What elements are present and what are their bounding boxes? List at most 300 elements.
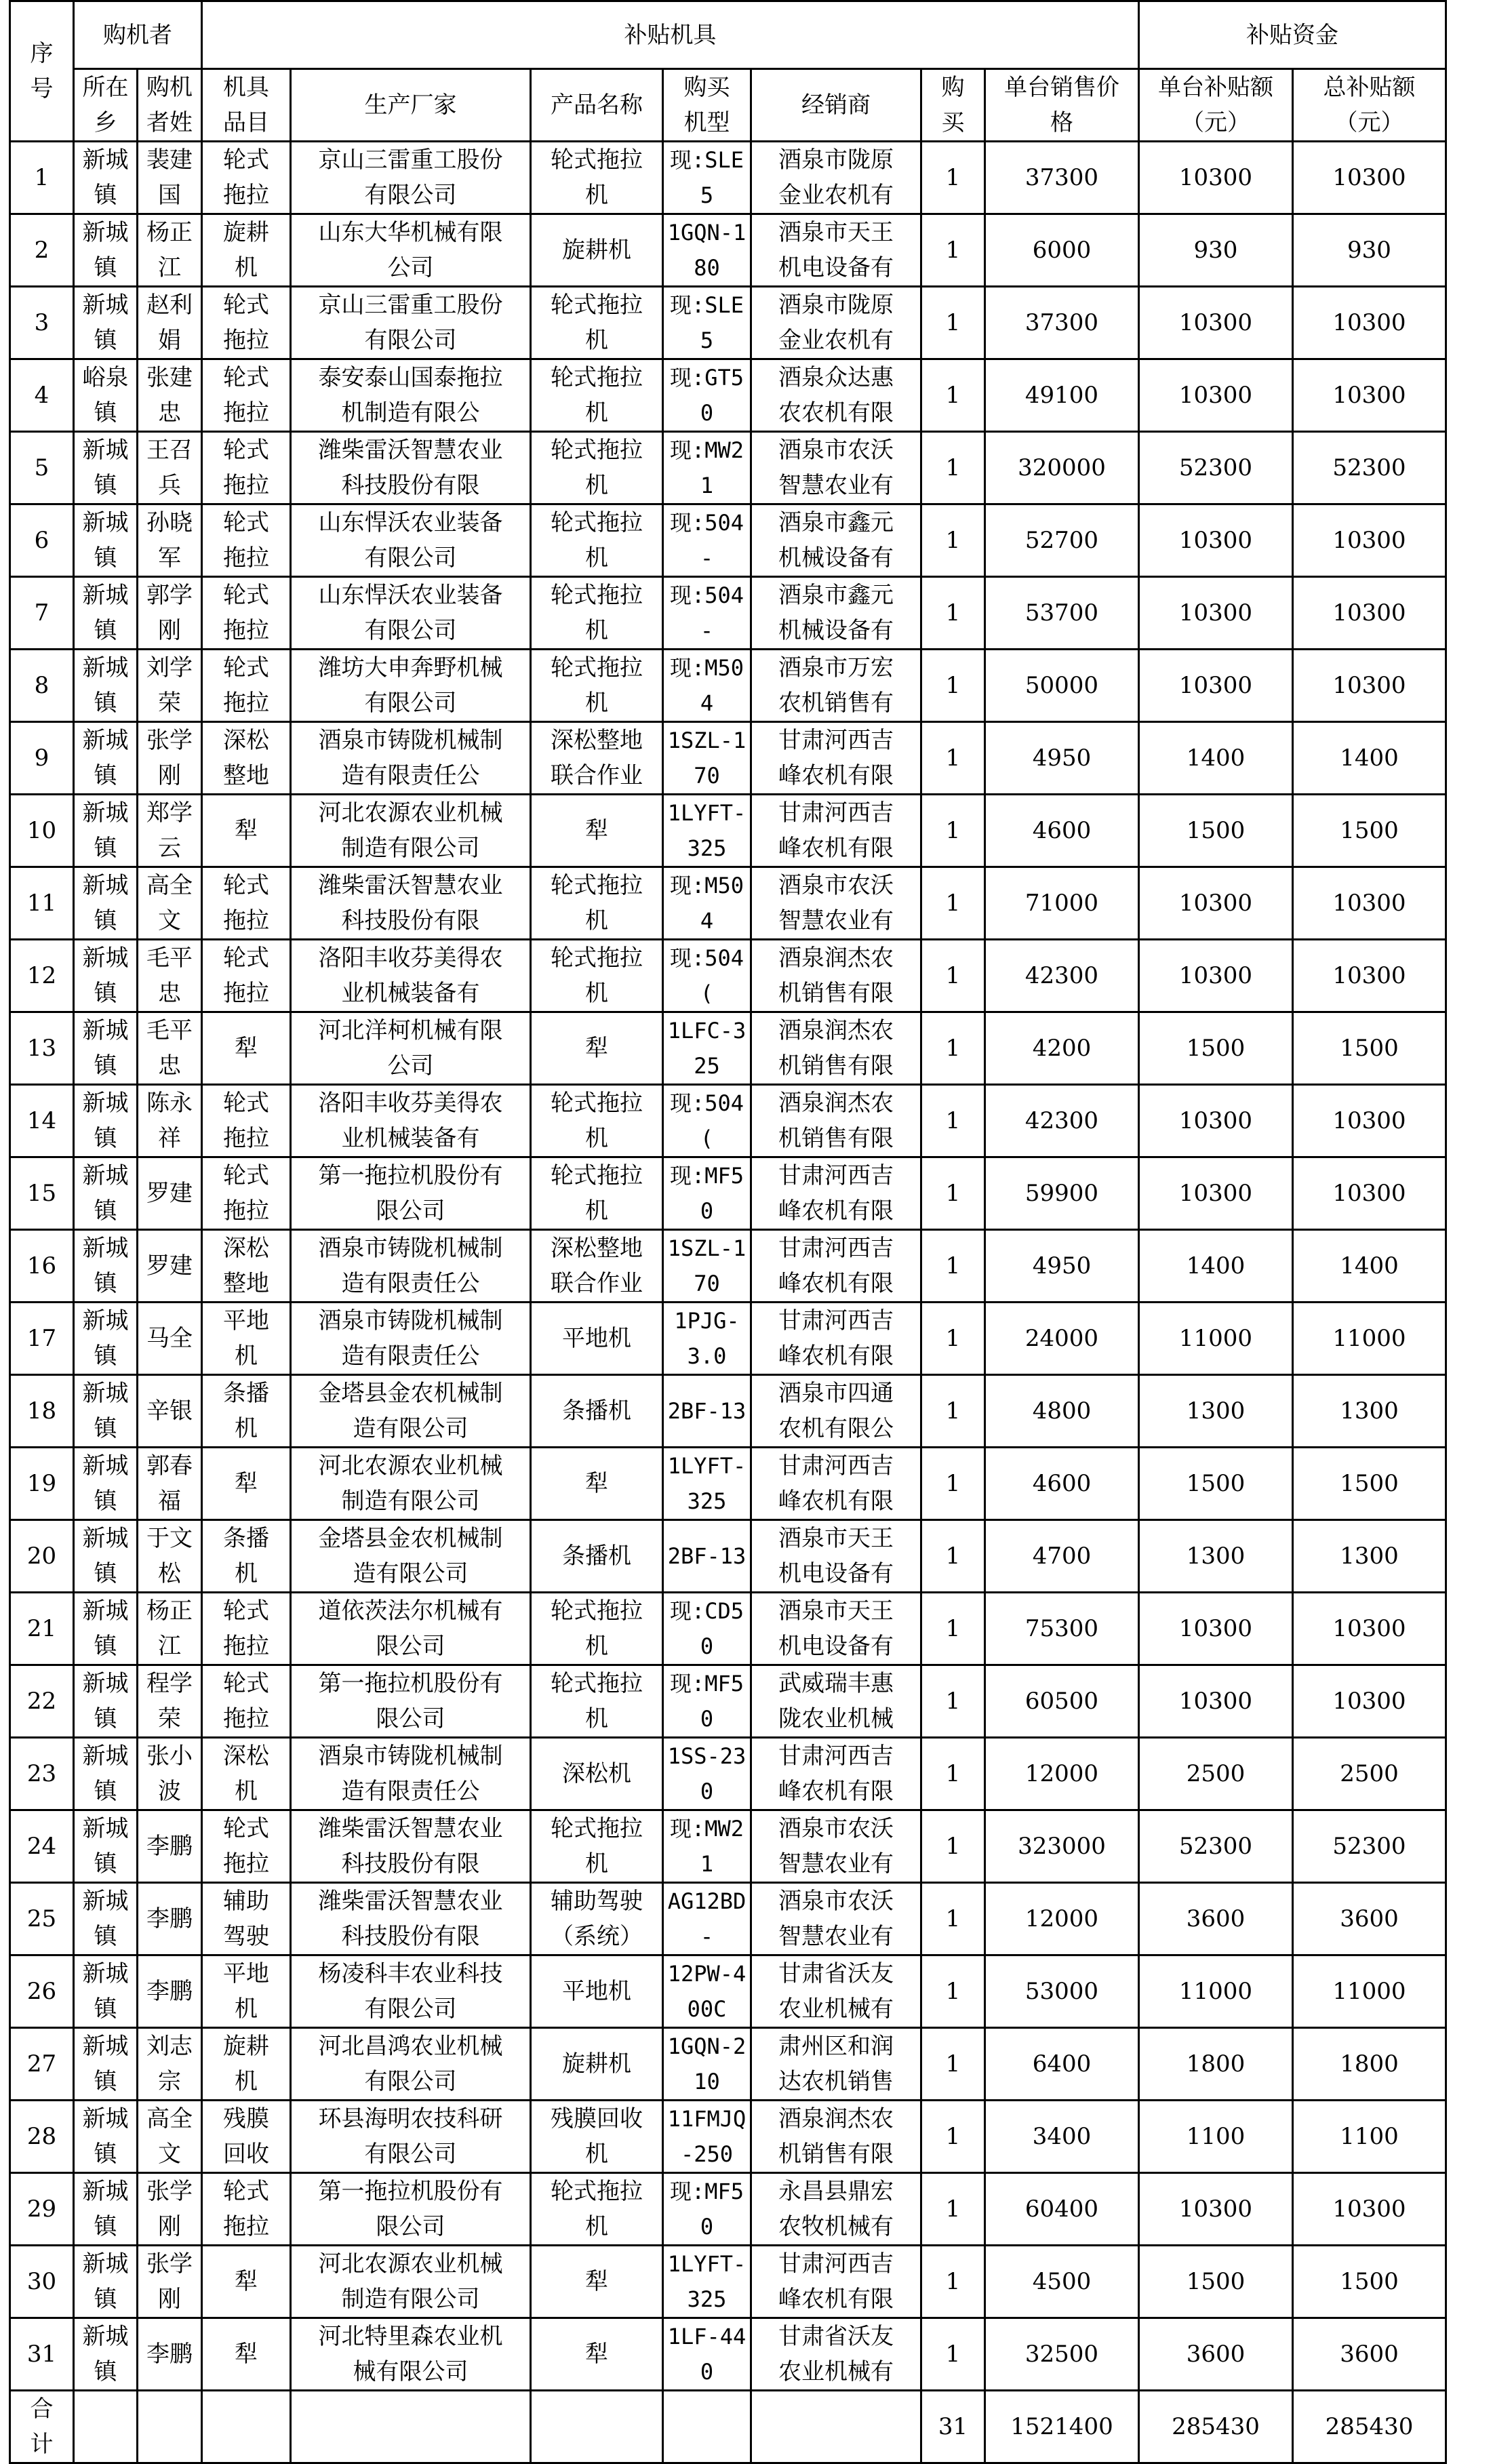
cell-dealer-text: 甘肃河西吉峰农机有限 — [778, 1235, 894, 1297]
cell-total-subsidy: 1500 — [1293, 1012, 1446, 1085]
cell-dealer-text: 永昌县鼎宏农牧机械有 — [778, 2178, 894, 2240]
cell-unit-subsidy: 1400 — [1139, 1230, 1293, 1303]
header-unit-subsidy — [1139, 69, 1293, 142]
cell-maker — [291, 1303, 531, 1375]
cell-dealer — [751, 577, 921, 650]
cell-township — [74, 577, 138, 650]
cell-item — [202, 2246, 291, 2318]
cell-maker-text: 山东悍沃农业装备有限公司 — [318, 509, 503, 572]
cell-item — [202, 1157, 291, 1230]
cell-product — [531, 2318, 663, 2391]
cell-qty: 1 — [921, 1230, 985, 1303]
cell-township — [74, 142, 138, 214]
cell-item — [202, 142, 291, 214]
cell-buyer-text: 郭春福 — [146, 1452, 193, 1515]
cell-maker — [291, 867, 531, 940]
header-buyer-name — [138, 69, 202, 142]
cell-unit-subsidy: 3600 — [1139, 2318, 1293, 2391]
cell-maker — [291, 2318, 531, 2391]
cell-product — [531, 940, 663, 1012]
cell-total-subsidy: 10300 — [1293, 577, 1446, 650]
cell-maker — [291, 1520, 531, 1593]
cell-maker-text: 河北农源农业机械制造有限公司 — [318, 1452, 503, 1515]
cell-maker — [291, 2173, 531, 2246]
table-row — [10, 2173, 1446, 2246]
cell-dealer-text: 武威瑞丰惠陇农业机械 — [778, 1670, 894, 1732]
cell-buyer-text: 罗建 — [146, 1252, 193, 1279]
cell-item — [202, 2173, 291, 2246]
cell-maker — [291, 1012, 531, 1085]
cell-unit-subsidy: 10300 — [1139, 650, 1293, 722]
total-empty-cell — [291, 2391, 531, 2463]
cell-item-text: 轮式拖拉 — [223, 146, 269, 209]
cell-product-text: 残膜回收机 — [551, 2105, 643, 2168]
cell-item-text: 轮式拖拉 — [223, 1815, 269, 1877]
cell-item — [202, 214, 291, 287]
cell-item-text: 平地机 — [223, 1960, 269, 2023]
cell-dealer-text: 酒泉市天王机电设备有 — [778, 1597, 894, 1660]
cell-price: 12000 — [985, 1738, 1139, 1810]
cell-maker-text: 河北农源农业机械制造有限公司 — [318, 2250, 503, 2313]
cell-item — [202, 1375, 291, 1448]
header-row-2 — [10, 69, 1446, 142]
cell-township-text: 新城镇 — [82, 1090, 129, 1152]
cell-product-text: 轮式拖拉机 — [551, 437, 643, 499]
cell-buyer — [138, 1012, 202, 1085]
cell-dealer — [751, 1230, 921, 1303]
table-row — [10, 1230, 1446, 1303]
cell-maker — [291, 1883, 531, 1955]
cell-township — [74, 359, 138, 432]
cell-township — [74, 214, 138, 287]
cell-seq: 1 — [10, 142, 74, 214]
cell-maker-text: 酒泉市铸陇机械制造有限责任公 — [318, 727, 503, 789]
cell-township-text: 新城镇 — [82, 292, 129, 354]
cell-product — [531, 1012, 663, 1085]
cell-unit-subsidy: 1800 — [1139, 2028, 1293, 2101]
cell-seq: 16 — [10, 1230, 74, 1303]
cell-model — [663, 1448, 751, 1520]
cell-township-text: 新城镇 — [82, 1960, 129, 2023]
cell-buyer-text: 裴建国 — [146, 146, 193, 209]
cell-buyer-text: 张学刚 — [146, 727, 193, 789]
header-total-subsidy — [1293, 69, 1446, 142]
cell-price: 53700 — [985, 577, 1139, 650]
cell-maker — [291, 1085, 531, 1157]
cell-township-text: 新城镇 — [82, 727, 129, 789]
cell-model-text: 现:MF50 — [669, 1163, 744, 1224]
cell-buyer — [138, 2246, 202, 2318]
header-buyer-group: 购机者 — [74, 1, 202, 69]
header-fund-group: 补贴资金 — [1139, 1, 1446, 69]
cell-unit-subsidy: 10300 — [1139, 577, 1293, 650]
cell-product — [531, 867, 663, 940]
cell-township — [74, 2028, 138, 2101]
cell-maker — [291, 2246, 531, 2318]
cell-maker — [291, 1593, 531, 1665]
cell-qty: 1 — [921, 1810, 985, 1883]
cell-item — [202, 1883, 291, 1955]
cell-seq: 21 — [10, 1593, 74, 1665]
cell-price: 4600 — [985, 1448, 1139, 1520]
cell-buyer-text: 毛平忠 — [146, 945, 193, 1007]
cell-model — [663, 1375, 751, 1448]
cell-item — [202, 1230, 291, 1303]
cell-unit-subsidy: 10300 — [1139, 1085, 1293, 1157]
cell-dealer-text: 甘肃省沃友农业机械有 — [778, 2323, 894, 2385]
cell-maker — [291, 2028, 531, 2101]
cell-maker — [291, 1665, 531, 1738]
cell-buyer-text: 李鹏 — [146, 1833, 193, 1860]
cell-item-text: 轮式拖拉 — [223, 2178, 269, 2240]
cell-township-text: 新城镇 — [82, 509, 129, 572]
cell-price: 4700 — [985, 1520, 1139, 1593]
cell-dealer — [751, 287, 921, 359]
cell-buyer-text: 刘学荣 — [146, 654, 193, 717]
header-model-text: 购买机型 — [683, 74, 730, 136]
cell-item-text: 犁 — [235, 2268, 258, 2295]
cell-maker-text: 潍柴雷沃智慧农业科技股份有限 — [318, 1815, 503, 1877]
total-empty-cell — [138, 2391, 202, 2463]
cell-model — [663, 940, 751, 1012]
cell-product-text: 辅助驾驶（系统） — [551, 1888, 643, 1950]
cell-item-text: 轮式拖拉 — [223, 945, 269, 1007]
cell-township-text: 新城镇 — [82, 1452, 129, 1515]
cell-buyer-text: 李鹏 — [146, 2341, 193, 2368]
cell-product — [531, 1520, 663, 1593]
cell-unit-subsidy: 52300 — [1139, 1810, 1293, 1883]
cell-qty: 1 — [921, 1375, 985, 1448]
header-buyer-name-text: 购机者姓 — [146, 74, 193, 136]
total-total-subsidy: 285430 — [1293, 2391, 1446, 2463]
cell-dealer — [751, 1520, 921, 1593]
cell-product-text: 轮式拖拉机 — [551, 1815, 643, 1877]
cell-item-text: 旋耕机 — [223, 219, 269, 281]
cell-township — [74, 1883, 138, 1955]
cell-township — [74, 650, 138, 722]
cell-maker — [291, 504, 531, 577]
cell-dealer — [751, 359, 921, 432]
table-row — [10, 504, 1446, 577]
cell-qty: 1 — [921, 504, 985, 577]
cell-unit-subsidy: 1500 — [1139, 1448, 1293, 1520]
cell-maker — [291, 1810, 531, 1883]
table-row — [10, 940, 1446, 1012]
cell-buyer — [138, 1448, 202, 1520]
cell-item — [202, 1012, 291, 1085]
cell-maker-text: 潍柴雷沃智慧农业科技股份有限 — [318, 872, 503, 934]
cell-qty: 1 — [921, 577, 985, 650]
cell-seq: 9 — [10, 722, 74, 795]
cell-qty: 1 — [921, 940, 985, 1012]
cell-dealer — [751, 2173, 921, 2246]
cell-total-subsidy: 52300 — [1293, 432, 1446, 504]
cell-model-text: 现:504( — [669, 1090, 744, 1151]
cell-maker-text: 洛阳丰收芬美得农业机械装备有 — [318, 945, 503, 1007]
cell-product — [531, 1738, 663, 1810]
cell-total-subsidy: 1500 — [1293, 2246, 1446, 2318]
cell-unit-subsidy: 10300 — [1139, 1157, 1293, 1230]
cell-maker — [291, 359, 531, 432]
cell-price: 3400 — [985, 2101, 1139, 2173]
cell-maker — [291, 795, 531, 867]
cell-item — [202, 2101, 291, 2173]
cell-dealer-text: 甘肃河西吉峰农机有限 — [778, 2250, 894, 2313]
cell-total-subsidy: 10300 — [1293, 650, 1446, 722]
cell-product — [531, 504, 663, 577]
cell-model — [663, 2028, 751, 2101]
cell-maker-text: 河北特里森农业机械有限公司 — [318, 2323, 503, 2385]
cell-dealer-text: 酒泉市农沃智慧农业有 — [778, 872, 894, 934]
cell-product-text: 犁 — [585, 817, 608, 844]
header-total-subsidy-text: 总补贴额（元） — [1323, 74, 1416, 136]
cell-maker — [291, 1375, 531, 1448]
cell-maker-text: 山东大华机械有限公司 — [318, 219, 503, 281]
cell-maker — [291, 1230, 531, 1303]
cell-price: 4200 — [985, 1012, 1139, 1085]
cell-item-text: 轮式拖拉 — [223, 1090, 269, 1152]
cell-seq: 19 — [10, 1448, 74, 1520]
cell-dealer — [751, 1157, 921, 1230]
cell-township-text: 新城镇 — [82, 219, 129, 281]
cell-product — [531, 142, 663, 214]
cell-maker — [291, 1448, 531, 1520]
cell-buyer — [138, 2101, 202, 2173]
cell-product — [531, 1810, 663, 1883]
cell-dealer — [751, 1810, 921, 1883]
cell-dealer — [751, 504, 921, 577]
cell-maker — [291, 2101, 531, 2173]
cell-product-text: 轮式拖拉机 — [551, 146, 643, 209]
cell-item-text: 轮式拖拉 — [223, 582, 269, 644]
cell-buyer — [138, 1230, 202, 1303]
cell-model — [663, 1303, 751, 1375]
cell-product-text: 条播机 — [562, 1397, 631, 1425]
cell-model-text: 11FMJQ-250 — [667, 2106, 746, 2167]
cell-dealer — [751, 867, 921, 940]
cell-product-text: 轮式拖拉机 — [551, 654, 643, 717]
cell-buyer — [138, 1157, 202, 1230]
total-empty-cell — [74, 2391, 138, 2463]
cell-price: 50000 — [985, 650, 1139, 722]
table-row — [10, 2101, 1446, 2173]
cell-product-text: 犁 — [585, 1035, 608, 1062]
cell-seq: 30 — [10, 2246, 74, 2318]
cell-buyer — [138, 287, 202, 359]
table-row — [10, 577, 1446, 650]
cell-product — [531, 1375, 663, 1448]
cell-product-text: 平地机 — [562, 1325, 631, 1352]
cell-price: 323000 — [985, 1810, 1139, 1883]
cell-township — [74, 1665, 138, 1738]
cell-model-text: 现:504- — [669, 510, 744, 571]
cell-buyer-text: 杨正江 — [146, 219, 193, 281]
cell-seq: 10 — [10, 795, 74, 867]
cell-maker-text: 第一拖拉机股份有限公司 — [318, 1670, 503, 1732]
cell-model-text: AG12BD- — [667, 1888, 746, 1949]
cell-qty: 1 — [921, 1520, 985, 1593]
cell-item-text: 轮式拖拉 — [223, 654, 269, 717]
cell-item-text: 轮式拖拉 — [223, 364, 269, 426]
cell-township-text: 新城镇 — [82, 437, 129, 499]
cell-model — [663, 1012, 751, 1085]
cell-model — [663, 1230, 751, 1303]
cell-item-text: 轮式拖拉 — [223, 1597, 269, 1660]
cell-maker-text: 酒泉市铸陇机械制造有限责任公 — [318, 1235, 503, 1297]
cell-item-text: 平地机 — [223, 1307, 269, 1370]
cell-buyer — [138, 142, 202, 214]
header-township — [74, 69, 138, 142]
cell-item — [202, 2318, 291, 2391]
cell-dealer-text: 甘肃河西吉峰农机有限 — [778, 1452, 894, 1515]
cell-model — [663, 577, 751, 650]
cell-dealer-text: 甘肃河西吉峰农机有限 — [778, 799, 894, 862]
cell-model — [663, 722, 751, 795]
cell-township — [74, 287, 138, 359]
cell-township-text: 新城镇 — [82, 2250, 129, 2313]
cell-maker — [291, 940, 531, 1012]
cell-dealer-text: 酒泉润杰农机销售有限 — [778, 1017, 894, 1079]
cell-product — [531, 359, 663, 432]
cell-dealer — [751, 2101, 921, 2173]
cell-item-text: 深松整地 — [223, 1235, 269, 1297]
cell-unit-subsidy: 52300 — [1139, 432, 1293, 504]
cell-township-text: 新城镇 — [82, 1525, 129, 1587]
cell-maker-text: 酒泉市铸陇机械制造有限责任公 — [318, 1743, 503, 1805]
cell-seq: 27 — [10, 2028, 74, 2101]
cell-dealer — [751, 1012, 921, 1085]
cell-unit-subsidy: 10300 — [1139, 940, 1293, 1012]
cell-item — [202, 1448, 291, 1520]
cell-dealer — [751, 2028, 921, 2101]
cell-qty: 1 — [921, 2173, 985, 2246]
cell-model — [663, 359, 751, 432]
cell-qty: 1 — [921, 1303, 985, 1375]
cell-buyer-text: 程学荣 — [146, 1670, 193, 1732]
cell-total-subsidy: 10300 — [1293, 1593, 1446, 1665]
cell-item-text: 轮式拖拉 — [223, 1670, 269, 1732]
cell-seq: 17 — [10, 1303, 74, 1375]
cell-seq: 2 — [10, 214, 74, 287]
cell-qty: 1 — [921, 1738, 985, 1810]
cell-model — [663, 2173, 751, 2246]
cell-dealer — [751, 1303, 921, 1375]
cell-item — [202, 1810, 291, 1883]
cell-total-subsidy: 2500 — [1293, 1738, 1446, 1810]
cell-maker — [291, 650, 531, 722]
cell-qty: 1 — [921, 1955, 985, 2028]
cell-qty: 1 — [921, 722, 985, 795]
cell-total-subsidy: 10300 — [1293, 1085, 1446, 1157]
cell-township — [74, 2318, 138, 2391]
cell-qty: 1 — [921, 2028, 985, 2101]
cell-item — [202, 1520, 291, 1593]
cell-total-subsidy: 1500 — [1293, 1448, 1446, 1520]
cell-dealer — [751, 1665, 921, 1738]
cell-model-text: 现:SLE5 — [669, 147, 744, 208]
cell-maker — [291, 142, 531, 214]
cell-seq: 3 — [10, 287, 74, 359]
cell-product — [531, 2246, 663, 2318]
header-seq-text: 序号 — [30, 40, 54, 102]
cell-model-text: 1PJG-3.0 — [674, 1308, 740, 1369]
cell-maker-text: 道依茨法尔机械有限公司 — [318, 1597, 503, 1660]
cell-item — [202, 1738, 291, 1810]
cell-item — [202, 1665, 291, 1738]
table-row — [10, 1593, 1446, 1665]
cell-maker-text: 杨凌科丰农业科技有限公司 — [318, 1960, 503, 2023]
cell-model-text: 1LF-440 — [667, 2324, 746, 2385]
cell-product-text: 轮式拖拉机 — [551, 582, 643, 644]
cell-model-text: 现:M504 — [669, 873, 744, 934]
cell-buyer-text: 马全 — [146, 1325, 193, 1352]
cell-product-text: 犁 — [585, 2341, 608, 2368]
cell-item — [202, 2028, 291, 2101]
cell-model — [663, 650, 751, 722]
cell-total-subsidy: 10300 — [1293, 1157, 1446, 1230]
cell-product — [531, 1955, 663, 2028]
total-empty-cell — [751, 2391, 921, 2463]
table-row — [10, 432, 1446, 504]
cell-price: 75300 — [985, 1593, 1139, 1665]
cell-buyer — [138, 1955, 202, 2028]
table-row — [10, 1157, 1446, 1230]
cell-product — [531, 1665, 663, 1738]
cell-township — [74, 940, 138, 1012]
cell-product-text: 条播机 — [562, 1543, 631, 1570]
cell-item — [202, 1955, 291, 2028]
cell-dealer — [751, 650, 921, 722]
cell-price: 4500 — [985, 2246, 1139, 2318]
cell-maker-text: 环县海明农技科研有限公司 — [318, 2105, 503, 2168]
cell-dealer — [751, 1593, 921, 1665]
cell-total-subsidy: 1500 — [1293, 795, 1446, 867]
cell-product-text: 犁 — [585, 1470, 608, 1497]
cell-township — [74, 1738, 138, 1810]
cell-price: 59900 — [985, 1157, 1139, 1230]
cell-product — [531, 2101, 663, 2173]
cell-total-subsidy: 52300 — [1293, 1810, 1446, 1883]
cell-maker — [291, 577, 531, 650]
cell-qty: 1 — [921, 1012, 985, 1085]
cell-product — [531, 1230, 663, 1303]
cell-item — [202, 1593, 291, 1665]
cell-dealer-text: 酒泉市四通农机有限公 — [778, 1380, 894, 1442]
cell-dealer-text: 酒泉市陇原金业农机有 — [778, 146, 894, 209]
cell-price: 12000 — [985, 1883, 1139, 1955]
cell-qty: 1 — [921, 2101, 985, 2173]
cell-township-text: 新城镇 — [82, 1888, 129, 1950]
total-price: 1521400 — [985, 2391, 1139, 2463]
cell-product-text: 平地机 — [562, 1978, 631, 2005]
cell-maker-text: 京山三雷重工股份有限公司 — [318, 292, 503, 354]
cell-total-subsidy: 1800 — [1293, 2028, 1446, 2101]
cell-buyer-text: 王召兵 — [146, 437, 193, 499]
cell-price: 49100 — [985, 359, 1139, 432]
cell-township-text: 峪泉镇 — [82, 364, 129, 426]
header-product: 产品名称 — [531, 69, 663, 142]
cell-seq: 18 — [10, 1375, 74, 1448]
cell-qty: 1 — [921, 1593, 985, 1665]
cell-buyer — [138, 1883, 202, 1955]
cell-product — [531, 214, 663, 287]
cell-total-subsidy: 3600 — [1293, 2318, 1446, 2391]
cell-item-text: 轮式拖拉 — [223, 292, 269, 354]
cell-unit-subsidy: 10300 — [1139, 142, 1293, 214]
cell-dealer-text: 甘肃河西吉峰农机有限 — [778, 1162, 894, 1225]
cell-dealer — [751, 940, 921, 1012]
total-unit-subsidy: 285430 — [1139, 2391, 1293, 2463]
